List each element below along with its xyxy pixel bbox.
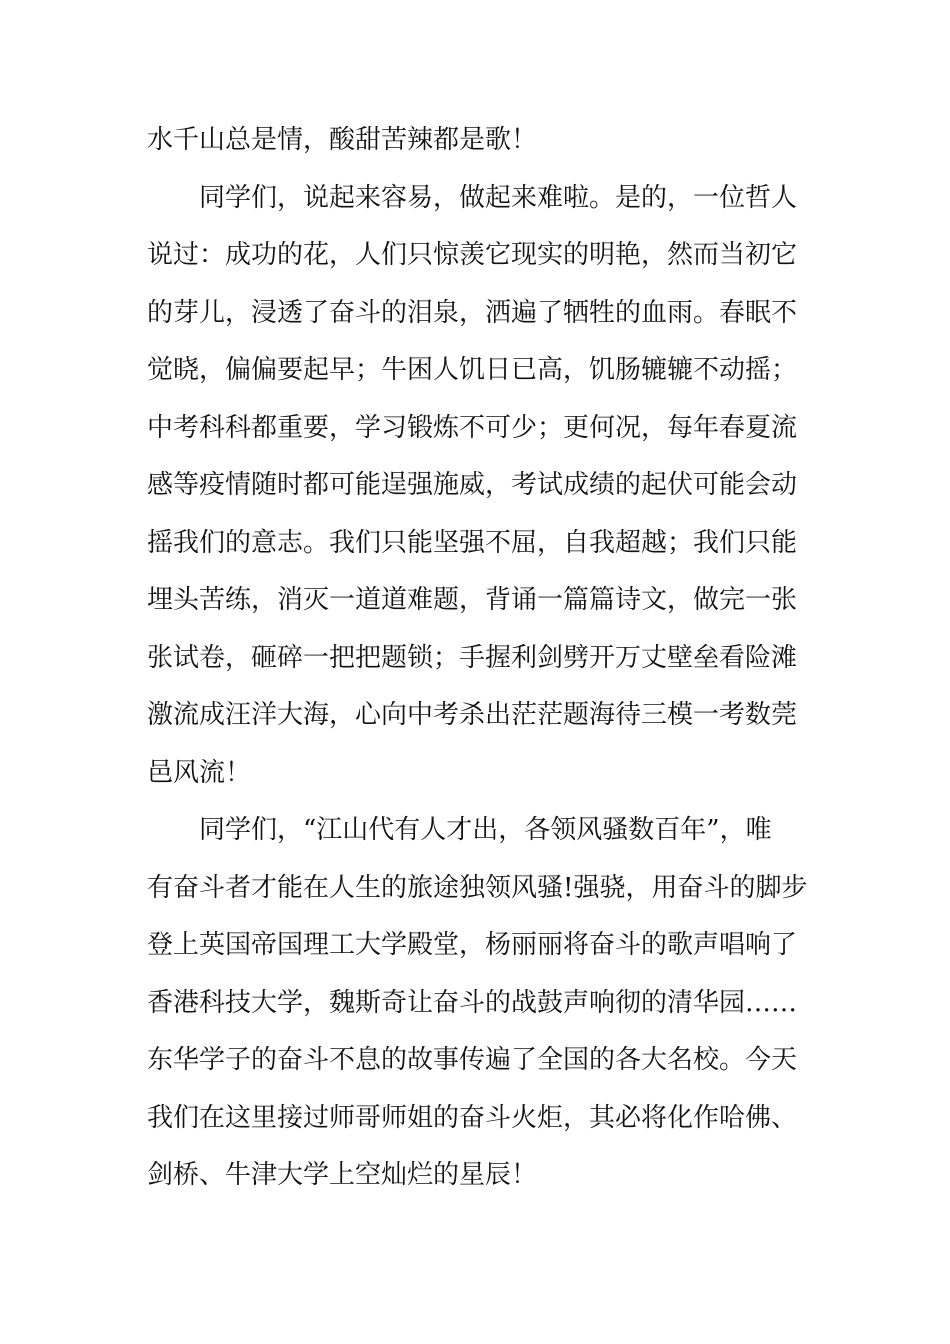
text-line: 剑桥、牛津大学上空灿烂的星辰！ [147,1160,538,1190]
text-line: 水千山总是情，酸甜苦辣都是歌！ [147,125,538,155]
text-line: 摇我们的意志。我们只能坚强不屈，自我超越；我们只能 [147,527,798,558]
text-line: 我们在这里接过师哥师姐的奋斗火炬，其必将化作哈佛、 [147,1102,798,1133]
paragraph-1 [147,170,807,803]
text-line: 激流成汪洋大海，心向中考杀出茫茫题海待三模一考数莞 [147,700,798,730]
text-line: 有奋斗者才能在人生的旅途独领风骚!强骁，用奋斗的脚步 [147,872,808,903]
text-line: 说过：成功的花，人们只惊羡它现实的明艳，然而当初它 [147,240,798,270]
text-line: 感等疫情随时都可能逞强施威，考试成绩的起伏可能会动 [147,470,798,500]
text-line: 埋头苦练，消灭一道道难题，背诵一篇篇诗文，做完一张 [147,585,798,615]
text-line: 香港科技大学，魏斯奇让奋斗的战鼓声响彻的清华园…… [147,987,798,1018]
text-line: 张试卷，砸碎一把把题锁；手握利剑劈开万丈壁垒看险滩 [147,642,798,673]
text-line: 的芽儿，浸透了奋斗的泪泉，洒遍了牺牲的血雨。春眠不 [147,297,798,328]
text-line: 登上英国帝国理工大学殿堂，杨丽丽将奋斗的歌声唱响了 [147,930,798,960]
text-line: 觉晓，偏偏要起早；牛困人饥日已高，饥肠辘辘不动摇； [147,355,798,385]
text-line: 同学们，“江山代有人才出，各领风骚数百年”，唯 [199,815,772,845]
text-line: 同学们，说起来容易，做起来难啦。是的，一位哲人 [199,182,798,213]
paragraph-continuation [147,112,807,170]
body-text [147,112,807,1205]
text-line: 东华学子的奋斗不息的故事传遍了全国的各大名校。今天 [147,1045,798,1075]
paragraph-2 [147,802,807,1205]
text-line: 邑风流！ [147,757,252,788]
text-line: 中考科科都重要，学习锻炼不可少；更何况，每年春夏流 [147,412,798,443]
